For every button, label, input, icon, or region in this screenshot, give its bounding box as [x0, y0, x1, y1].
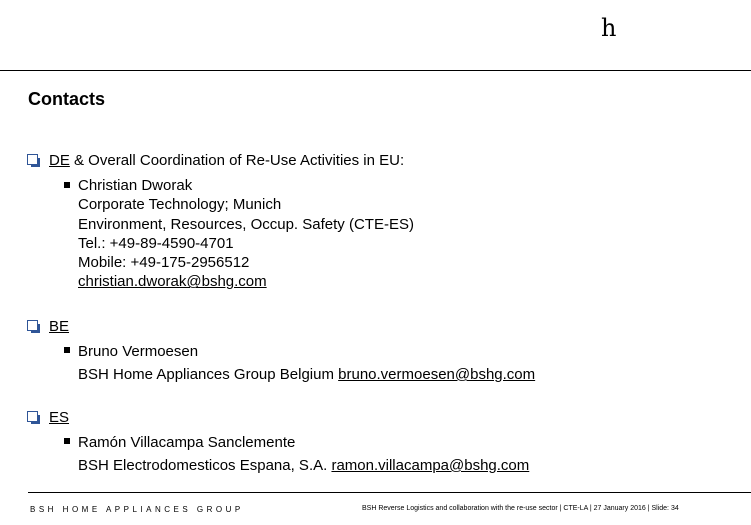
footer-company: BSH HOME APPLIANCES GROUP — [30, 505, 244, 514]
contact-name: Bruno Vermoesen — [78, 343, 199, 360]
country-code-be[interactable]: BE — [49, 318, 70, 335]
company-logo: h — [601, 14, 617, 42]
contact-department: Corporate Technology; Munich — [78, 196, 282, 214]
contact-mobile: Mobile: +49-175-2956512 — [78, 254, 250, 272]
country-code-de[interactable]: DE — [49, 152, 70, 169]
section-heading-text: & Overall Coordination of Re-Use Activities in EU: — [69, 152, 405, 169]
square-bullet-icon — [64, 347, 70, 353]
contact-email-link[interactable]: christian.dworak@bshg.com — [78, 273, 267, 291]
header-divider — [0, 70, 751, 71]
contact-unit: Environment, Resources, Occup. Safety (CTE-ES) — [78, 215, 414, 233]
section-heading-be — [49, 318, 69, 336]
checkbox-bullet-icon — [27, 320, 38, 331]
page-title: Contacts — [28, 89, 106, 109]
square-bullet-icon — [64, 182, 70, 188]
footer-slide-info: BSH Reverse Logistics and collaboration with the re-use sector | CTE-LA | 27 January 2016 | Slide: 34 — [362, 505, 679, 512]
square-bullet-icon — [64, 438, 70, 444]
checkbox-bullet-icon — [27, 411, 38, 422]
section-heading-de — [49, 152, 404, 170]
contact-phone: Tel.: +49-89-4590-4701 — [78, 234, 234, 252]
contact-organization: BSH Electrodomesticos Espana, S.A. — [78, 457, 332, 474]
contact-name: Christian Dworak — [78, 177, 193, 194]
contact-email-link[interactable]: ramon.villacampa@bshg.com — [331, 457, 530, 474]
country-code-es[interactable]: ES — [49, 409, 70, 426]
checkbox-bullet-icon — [27, 154, 38, 165]
footer-divider — [28, 492, 751, 493]
contact-name: Ramón Villacampa Sanclemente — [78, 434, 296, 451]
contact-organization: BSH Home Appliances Group Belgium — [78, 366, 339, 383]
contact-email-link[interactable]: bruno.vermoesen@bshg.com — [338, 366, 536, 383]
section-heading-es — [49, 409, 69, 427]
